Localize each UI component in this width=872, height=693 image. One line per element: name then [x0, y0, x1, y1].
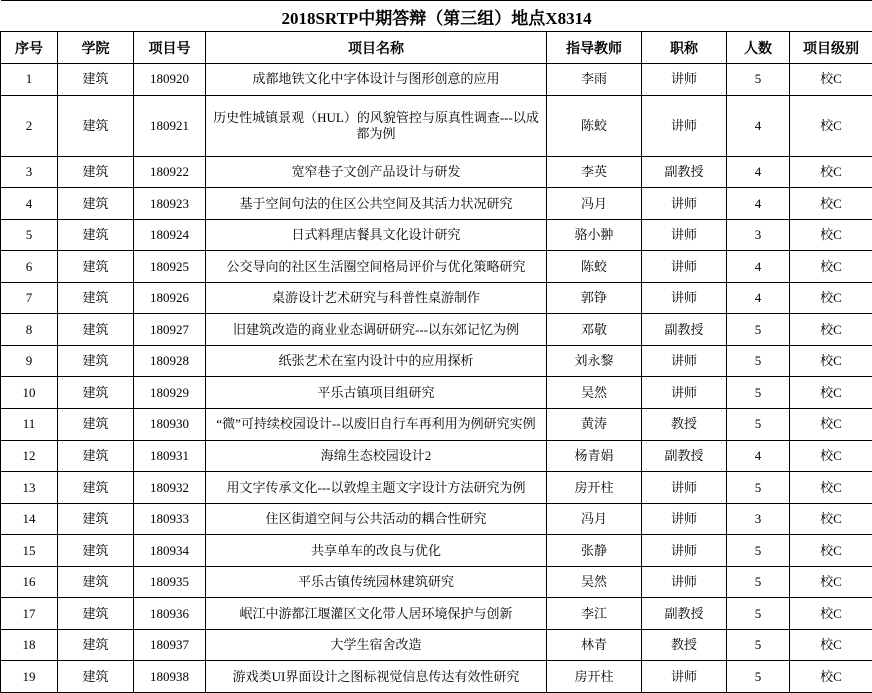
cell-project-name: 大学生宿舍改造: [206, 629, 547, 661]
cell-advisor: 吴然: [547, 566, 642, 598]
cell-project-no: 180931: [134, 440, 206, 472]
cell-college: 建筑: [58, 95, 134, 156]
cell-serial: 17: [1, 598, 58, 630]
table-row: [1, 282, 872, 314]
cell-count: 4: [727, 188, 790, 220]
cell-title: 副教授: [642, 314, 727, 346]
cell-level: 校C: [790, 156, 872, 188]
table-row: [1, 188, 872, 220]
cell-serial: 14: [1, 503, 58, 535]
cell-advisor: 冯月: [547, 503, 642, 535]
cell-project-name: 用文字传承文化---以敦煌主题文字设计方法研究为例: [206, 472, 547, 504]
cell-advisor: 冯月: [547, 188, 642, 220]
table-row: [1, 472, 872, 504]
cell-advisor: 房开柱: [547, 661, 642, 693]
table-row: [1, 408, 872, 440]
cell-level: 校C: [790, 314, 872, 346]
cell-level: 校C: [790, 629, 872, 661]
cell-project-no: 180926: [134, 282, 206, 314]
cell-count: 5: [727, 472, 790, 504]
cell-title: 讲师: [642, 95, 727, 156]
cell-count: 5: [727, 64, 790, 96]
cell-advisor: 李雨: [547, 64, 642, 96]
column-header-project-name: 项目名称: [206, 32, 547, 64]
cell-project-no: 180929: [134, 377, 206, 409]
cell-serial: 6: [1, 251, 58, 283]
cell-project-no: 180937: [134, 629, 206, 661]
cell-college: 建筑: [58, 503, 134, 535]
column-header-college: 学院: [58, 32, 134, 64]
cell-serial: 13: [1, 472, 58, 504]
column-header-project-no: 项目号: [134, 32, 206, 64]
cell-level: 校C: [790, 535, 872, 567]
cell-advisor: 李江: [547, 598, 642, 630]
table-header-row: [1, 32, 872, 64]
cell-serial: 16: [1, 566, 58, 598]
cell-project-no: 180923: [134, 188, 206, 220]
cell-project-name: 宽窄巷子文创产品设计与研发: [206, 156, 547, 188]
cell-college: 建筑: [58, 156, 134, 188]
cell-title: 讲师: [642, 345, 727, 377]
cell-project-no: 180920: [134, 64, 206, 96]
cell-count: 5: [727, 598, 790, 630]
cell-level: 校C: [790, 64, 872, 96]
cell-title: 讲师: [642, 282, 727, 314]
page-title: 2018SRTP中期答辩（第三组）地点X8314: [1, 1, 872, 32]
cell-serial: 12: [1, 440, 58, 472]
cell-title: 讲师: [642, 472, 727, 504]
cell-count: 4: [727, 282, 790, 314]
cell-project-name: 桌游设计艺术研究与科普性桌游制作: [206, 282, 547, 314]
table-row: [1, 156, 872, 188]
cell-project-name: 成都地铁文化中字体设计与图形创意的应用: [206, 64, 547, 96]
cell-serial: 7: [1, 282, 58, 314]
cell-advisor: 陈蛟: [547, 251, 642, 283]
cell-level: 校C: [790, 408, 872, 440]
cell-title: 讲师: [642, 535, 727, 567]
cell-title: 讲师: [642, 64, 727, 96]
cell-level: 校C: [790, 251, 872, 283]
table-row: [1, 95, 872, 156]
cell-serial: 9: [1, 345, 58, 377]
cell-level: 校C: [790, 377, 872, 409]
cell-title: 教授: [642, 408, 727, 440]
cell-title: 讲师: [642, 503, 727, 535]
table-row: [1, 219, 872, 251]
cell-college: 建筑: [58, 661, 134, 693]
cell-serial: 8: [1, 314, 58, 346]
table-row: [1, 629, 872, 661]
cell-advisor: 杨青娟: [547, 440, 642, 472]
cell-serial: 10: [1, 377, 58, 409]
column-header-count: 人数: [727, 32, 790, 64]
cell-college: 建筑: [58, 472, 134, 504]
cell-serial: 3: [1, 156, 58, 188]
cell-project-name: 公交导向的社区生活圈空间格局评价与优化策略研究: [206, 251, 547, 283]
cell-level: 校C: [790, 282, 872, 314]
cell-count: 5: [727, 629, 790, 661]
cell-advisor: 邓敬: [547, 314, 642, 346]
cell-count: 5: [727, 661, 790, 693]
cell-serial: 5: [1, 219, 58, 251]
cell-project-name: “微”可持续校园设计--以废旧自行车再利用为例研究实例: [206, 408, 547, 440]
cell-serial: 11: [1, 408, 58, 440]
cell-project-no: 180924: [134, 219, 206, 251]
cell-college: 建筑: [58, 188, 134, 220]
cell-count: 5: [727, 314, 790, 346]
cell-project-no: 180936: [134, 598, 206, 630]
cell-advisor: 郭铮: [547, 282, 642, 314]
cell-advisor: 林青: [547, 629, 642, 661]
cell-project-name: 日式料理店餐具文化设计研究: [206, 219, 547, 251]
cell-title: 讲师: [642, 219, 727, 251]
cell-level: 校C: [790, 566, 872, 598]
cell-advisor: 骆小翀: [547, 219, 642, 251]
cell-college: 建筑: [58, 598, 134, 630]
cell-advisor: 陈蛟: [547, 95, 642, 156]
cell-serial: 19: [1, 661, 58, 693]
cell-count: 5: [727, 408, 790, 440]
table-row: [1, 535, 872, 567]
cell-project-no: 180927: [134, 314, 206, 346]
cell-college: 建筑: [58, 440, 134, 472]
table-row: [1, 661, 872, 693]
table-body: [1, 64, 872, 693]
cell-project-name: 历史性城镇景观（HUL）的风貌管控与原真性调查---以成都为例: [206, 95, 547, 156]
cell-title: 讲师: [642, 661, 727, 693]
cell-college: 建筑: [58, 566, 134, 598]
table-row: [1, 377, 872, 409]
cell-project-name: 海绵生态校园设计2: [206, 440, 547, 472]
cell-college: 建筑: [58, 377, 134, 409]
cell-college: 建筑: [58, 64, 134, 96]
cell-count: 4: [727, 156, 790, 188]
cell-title: 讲师: [642, 251, 727, 283]
cell-advisor: 张静: [547, 535, 642, 567]
cell-college: 建筑: [58, 408, 134, 440]
cell-advisor: 黄涛: [547, 408, 642, 440]
cell-project-name: 平乐古镇传统园林建筑研究: [206, 566, 547, 598]
cell-college: 建筑: [58, 345, 134, 377]
table-row: [1, 64, 872, 96]
column-header-advisor: 指导教师: [547, 32, 642, 64]
cell-project-no: 180922: [134, 156, 206, 188]
cell-project-no: 180925: [134, 251, 206, 283]
cell-count: 5: [727, 535, 790, 567]
cell-advisor: 李英: [547, 156, 642, 188]
cell-count: 3: [727, 219, 790, 251]
column-header-serial: 序号: [1, 32, 58, 64]
cell-advisor: 吴然: [547, 377, 642, 409]
cell-serial: 2: [1, 95, 58, 156]
table-row: [1, 440, 872, 472]
table-row: [1, 566, 872, 598]
cell-project-name: 岷江中游都江堰灌区文化带人居环境保护与创新: [206, 598, 547, 630]
cell-count: 4: [727, 440, 790, 472]
cell-college: 建筑: [58, 251, 134, 283]
column-header-level: 项目级别: [790, 32, 872, 64]
table-row: [1, 503, 872, 535]
cell-count: 4: [727, 251, 790, 283]
cell-title: 副教授: [642, 440, 727, 472]
table-row: [1, 251, 872, 283]
cell-level: 校C: [790, 503, 872, 535]
cell-serial: 1: [1, 64, 58, 96]
cell-advisor: 房开柱: [547, 472, 642, 504]
cell-project-no: 180935: [134, 566, 206, 598]
cell-serial: 18: [1, 629, 58, 661]
cell-title: 讲师: [642, 566, 727, 598]
cell-project-name: 游戏类UI界面设计之图标视觉信息传达有效性研究: [206, 661, 547, 693]
cell-project-no: 180928: [134, 345, 206, 377]
cell-title: 副教授: [642, 598, 727, 630]
cell-advisor: 刘永黎: [547, 345, 642, 377]
cell-project-name: 纸张艺术在室内设计中的应用探析: [206, 345, 547, 377]
cell-count: 4: [727, 95, 790, 156]
cell-level: 校C: [790, 345, 872, 377]
cell-title: 副教授: [642, 156, 727, 188]
cell-college: 建筑: [58, 314, 134, 346]
cell-level: 校C: [790, 472, 872, 504]
cell-project-no: 180930: [134, 408, 206, 440]
cell-serial: 15: [1, 535, 58, 567]
cell-count: 5: [727, 566, 790, 598]
cell-project-no: 180921: [134, 95, 206, 156]
cell-college: 建筑: [58, 629, 134, 661]
cell-college: 建筑: [58, 282, 134, 314]
cell-college: 建筑: [58, 219, 134, 251]
cell-project-name: 旧建筑改造的商业业态调研研究---以东郊记忆为例: [206, 314, 547, 346]
cell-count: 5: [727, 377, 790, 409]
cell-project-no: 180933: [134, 503, 206, 535]
cell-level: 校C: [790, 440, 872, 472]
table-row: [1, 598, 872, 630]
cell-project-name: 共享单车的改良与优化: [206, 535, 547, 567]
cell-count: 3: [727, 503, 790, 535]
cell-serial: 4: [1, 188, 58, 220]
cell-title: 教授: [642, 629, 727, 661]
cell-level: 校C: [790, 219, 872, 251]
table-row: [1, 345, 872, 377]
cell-project-no: 180934: [134, 535, 206, 567]
cell-project-name: 平乐古镇项目组研究: [206, 377, 547, 409]
cell-college: 建筑: [58, 535, 134, 567]
cell-title: 讲师: [642, 377, 727, 409]
cell-level: 校C: [790, 598, 872, 630]
cell-count: 5: [727, 345, 790, 377]
cell-level: 校C: [790, 661, 872, 693]
cell-level: 校C: [790, 188, 872, 220]
cell-project-no: 180932: [134, 472, 206, 504]
cell-title: 讲师: [642, 188, 727, 220]
cell-project-name: 住区街道空间与公共活动的耦合性研究: [206, 503, 547, 535]
column-header-title: 职称: [642, 32, 727, 64]
table-title-row: [1, 1, 872, 32]
table-row: [1, 314, 872, 346]
cell-level: 校C: [790, 95, 872, 156]
cell-project-name: 基于空间句法的住区公共空间及其活力状况研究: [206, 188, 547, 220]
cell-project-no: 180938: [134, 661, 206, 693]
